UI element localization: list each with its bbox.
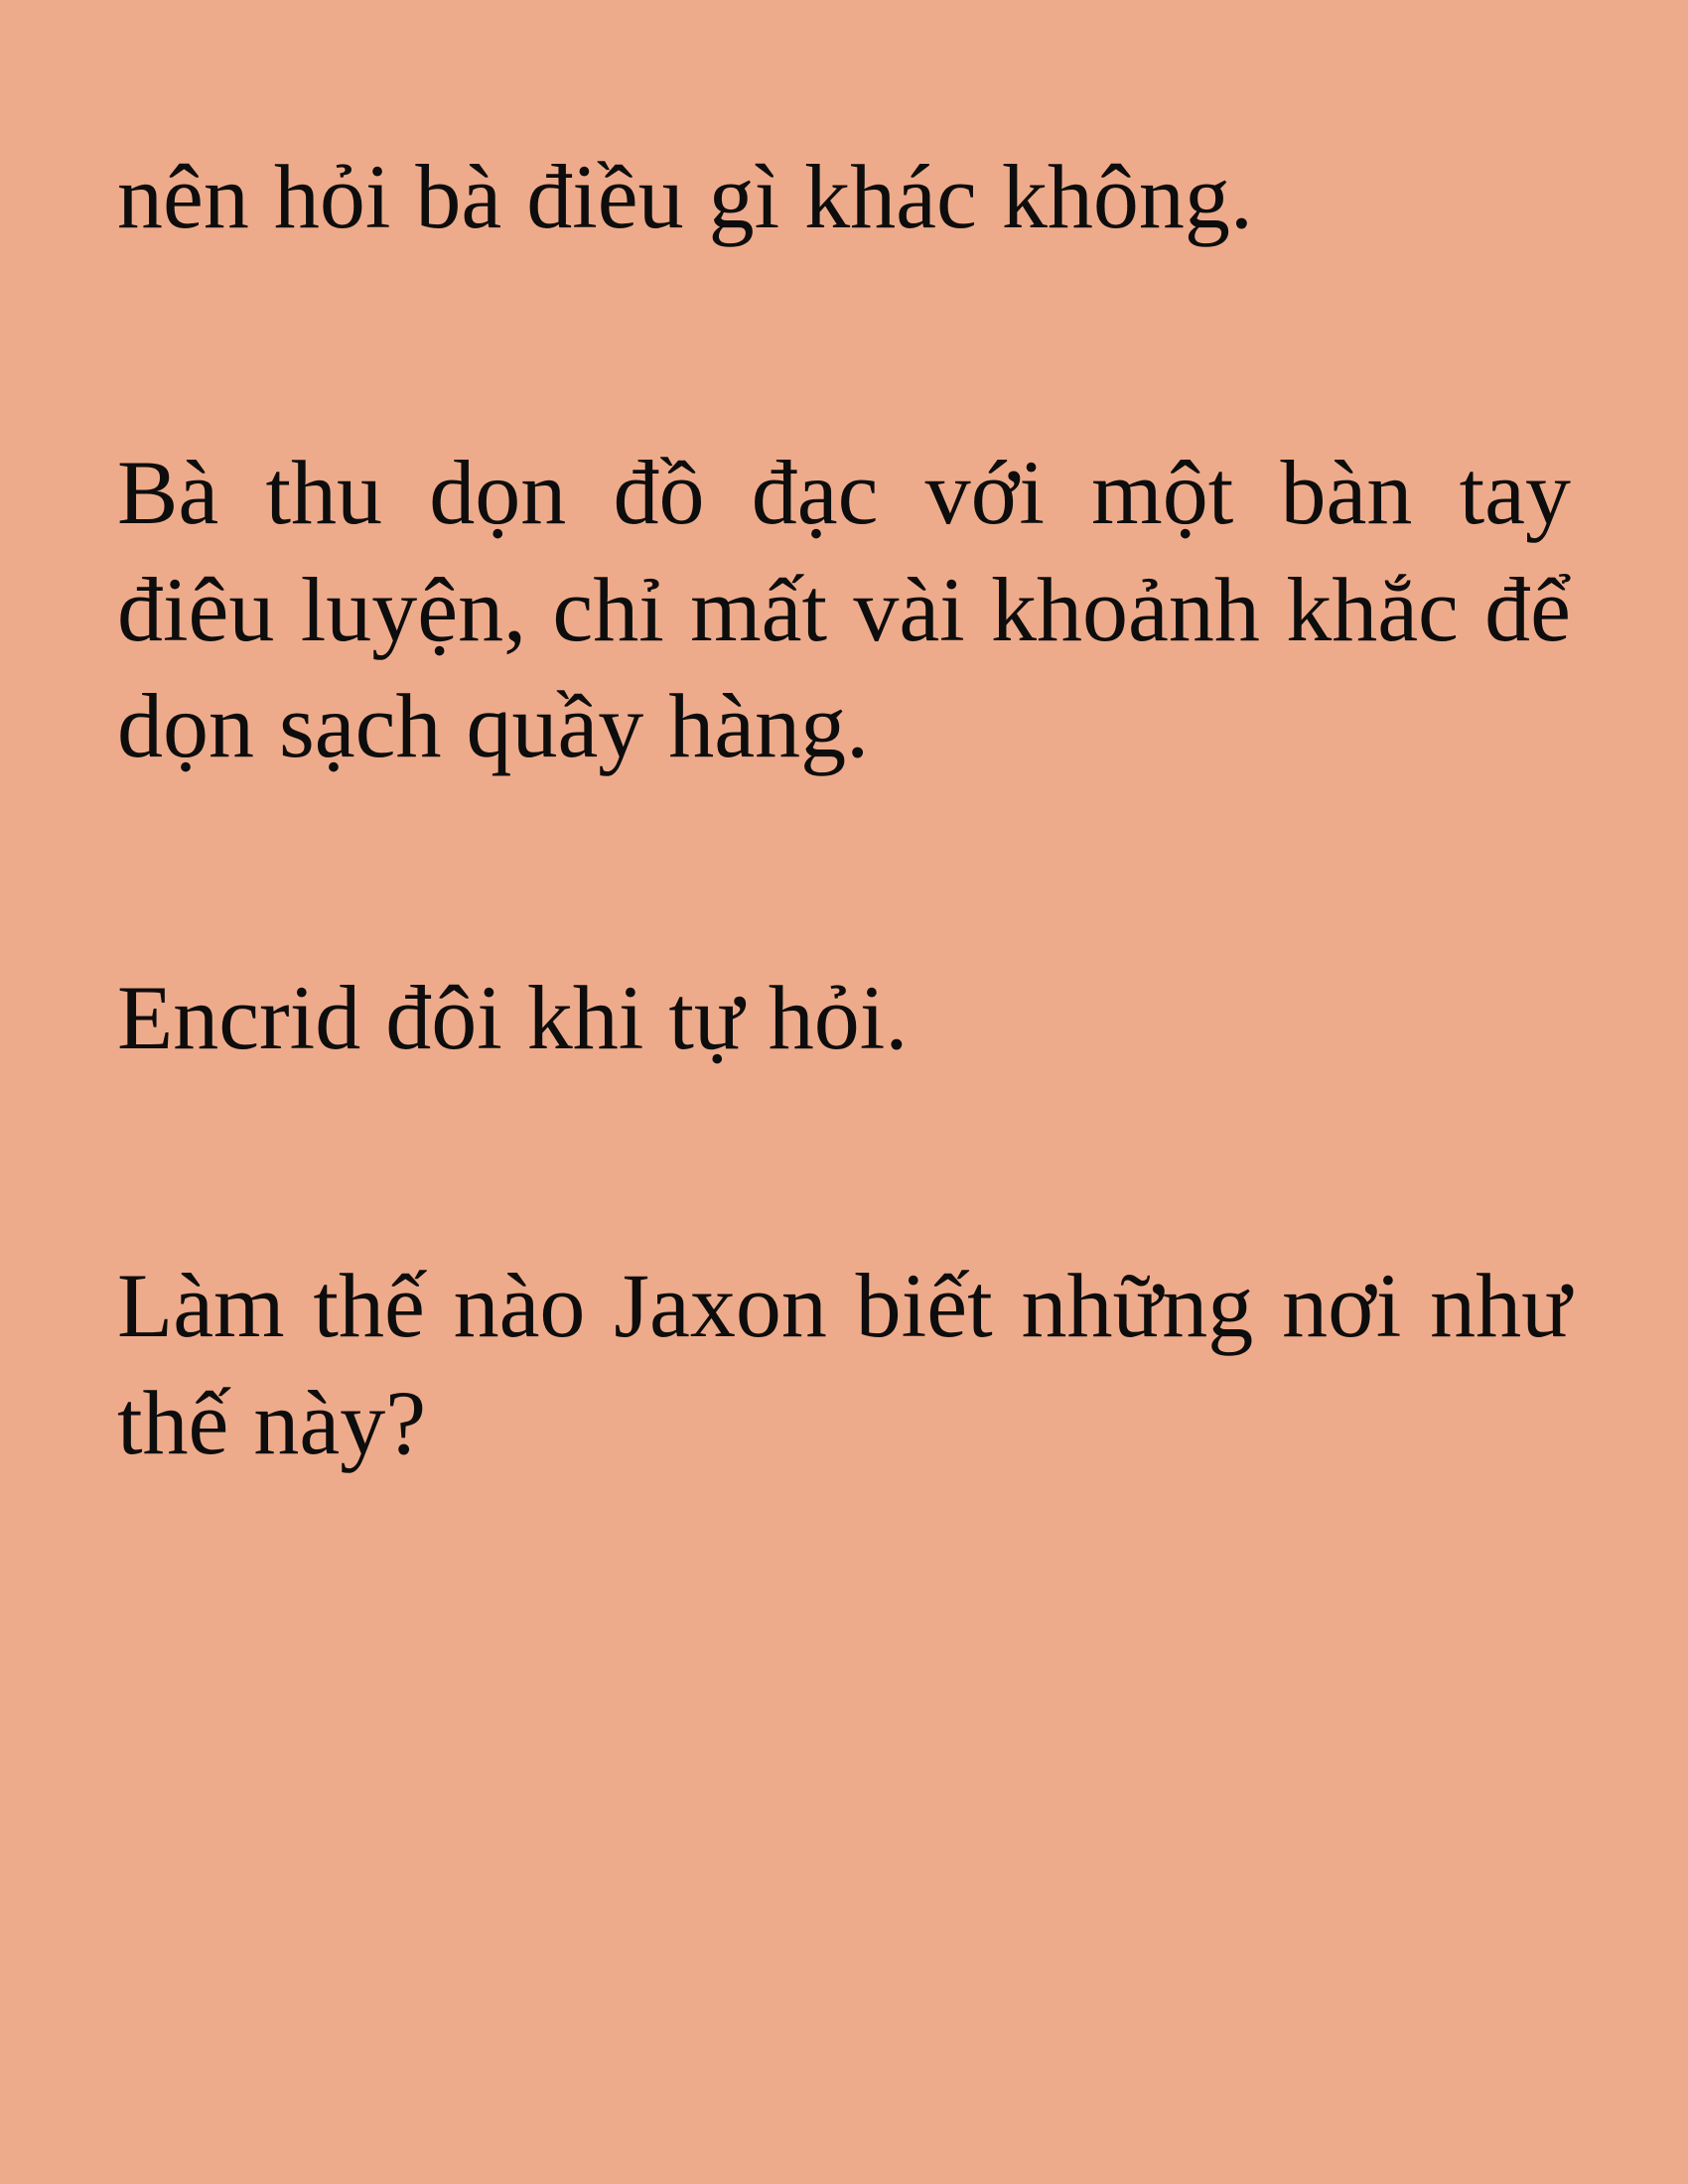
paragraph-1: nên hỏi bà điều gì khác không. (117, 146, 1253, 247)
paragraph-spacer-3 (117, 1077, 1571, 1248)
paragraph-4: Làm thế nào Jaxon biết những nơi như thế này? (117, 1254, 1571, 1473)
paragraph-spacer-2 (117, 785, 1571, 960)
paragraph-spacer-1 (117, 256, 1571, 435)
paragraph-3: Encrid đôi khi tự hỏi. (117, 967, 909, 1068)
paragraph-2: Bà thu dọn đồ đạc với một bàn tay điêu luyện, chỉ mất vài khoảnh khắc để dọn sạch quầy hàng. (117, 441, 1571, 777)
